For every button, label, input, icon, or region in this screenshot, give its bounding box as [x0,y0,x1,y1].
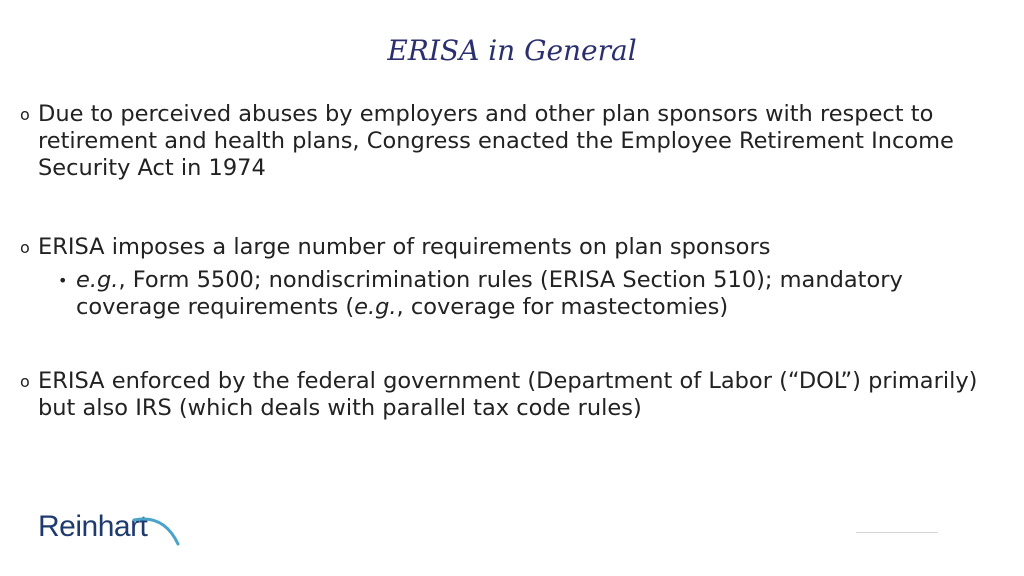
logo-text: Reinhart [38,510,148,543]
slide-title: ERISA in General [387,34,637,67]
dot-bullet-icon: • [58,271,68,290]
bullet-text-3: ERISA enforced by the federal government (Department of Labor (“DOL”) primarily) but also IRS (which deals with parallel tax code rules) [38,368,978,421]
eg-italic-1: e.g. [76,267,119,293]
circle-bullet-icon: o [20,105,30,124]
footer-divider [856,532,938,533]
sub-bullet-part-1: , Form 5500; nondiscrimination rules (ERISA Section 510); mandatory coverage requirements ( [76,267,903,320]
bullet-text-1: Due to perceived abuses by employers and other plan sponsors with respect to retirement and health plans, Congress enacted the Employee Retirement Income Security Act in 1974 [38,101,954,181]
circle-bullet-icon: o [20,238,30,257]
bullet-text-2: ERISA imposes a large number of requirements on plan sponsors [38,234,771,260]
bullet-item-3 [20,368,995,422]
logo-swoosh-icon [38,510,188,550]
sub-bullet-text [76,267,958,321]
sub-bullet-part-2: , coverage for mastectomies) [396,294,729,320]
sub-bullet-item [58,267,958,321]
reinhart-logo [38,510,188,550]
bullet-item-2 [20,234,995,261]
eg-italic-2: e.g. [354,294,397,320]
bullet-item-1 [20,101,995,182]
circle-bullet-icon: o [20,372,30,391]
